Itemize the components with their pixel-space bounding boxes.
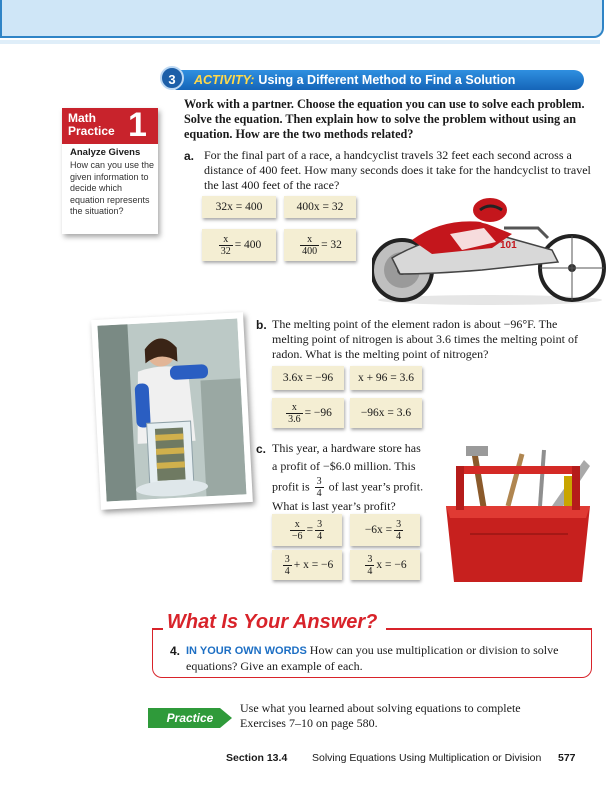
equation-text: 400x = 32	[296, 201, 344, 213]
math-practice-box	[62, 108, 158, 234]
numerator: x	[290, 519, 305, 531]
handcyclist-image	[372, 188, 608, 306]
equation-box[interactable]	[202, 229, 276, 261]
problem-b-text: The melting point of the element radon is about −96°F. The melting point of nitrogen is about 3.6 times the melting point of radon. What is the melting point of nitrogen?	[272, 317, 578, 361]
equation-box[interactable]	[272, 550, 342, 580]
fraction	[283, 554, 292, 577]
equation-text: = 400	[234, 239, 262, 251]
problem-b-label: b.	[256, 318, 267, 332]
numerator: 3	[284, 553, 290, 565]
problem-a-label: a.	[184, 149, 195, 163]
equation-text: −6x =	[364, 524, 393, 536]
equation-box[interactable]	[284, 196, 356, 218]
fraction	[315, 519, 324, 542]
equation-box[interactable]	[350, 398, 422, 428]
denominator: 4	[316, 488, 322, 499]
problem-c-text-part: of last year’s profit.	[328, 479, 424, 494]
answer-question	[186, 643, 586, 674]
fraction	[315, 476, 324, 499]
denominator: 4	[284, 565, 290, 577]
equation-text: = 32	[321, 239, 342, 251]
activity-keyword: ACTIVITY:	[194, 73, 255, 87]
practice-text: Use what you learned about solving equations to complete Exercises 7–10 on page 580.	[240, 701, 521, 730]
equation-box[interactable]	[272, 514, 342, 546]
fraction	[290, 519, 305, 542]
equation-text: =	[306, 524, 314, 536]
fraction	[365, 554, 374, 577]
math-practice-title	[68, 112, 115, 138]
answer-number: 4.	[170, 644, 181, 658]
answer-text: How can you use multiplication or division to solve equations? Give an example of each.	[186, 643, 559, 673]
math-practice-subtitle: Analyze Givens	[70, 147, 141, 158]
equation-text: x + 96 = 3.6	[357, 372, 415, 384]
activity-title: Using a Different Method to Find a Solution	[258, 73, 516, 87]
denominator: 3.6	[288, 413, 301, 425]
denominator: −6	[291, 530, 303, 542]
equation-box[interactable]	[350, 550, 420, 580]
fraction	[300, 234, 319, 257]
problem-c-text-part: profit is	[272, 479, 310, 494]
footer-section: Section 13.4	[226, 752, 288, 764]
equation-text: + x = −6	[293, 559, 334, 571]
math-practice-title-line1: Math	[68, 111, 96, 125]
denominator: 400	[302, 245, 318, 257]
problem-c-line: a profit of −$6.0 million. This	[272, 459, 416, 473]
race-bib-number: 101	[500, 240, 517, 251]
answer-label: IN YOUR OWN WORDS	[186, 645, 307, 657]
activity-header	[168, 70, 584, 90]
equation-box[interactable]	[350, 366, 422, 390]
scientist-photo	[91, 312, 253, 510]
equation-box[interactable]	[350, 514, 420, 546]
activity-number-badge: 3	[160, 66, 184, 90]
numerator: 3	[396, 518, 402, 530]
equation-text: 32x = 400	[215, 201, 263, 213]
math-practice-text: How can you use the given information to decide which equation represents the situation?	[70, 160, 155, 216]
page-number: 577	[558, 752, 576, 764]
equation-text: −96x = 3.6	[360, 407, 412, 419]
fraction	[219, 234, 233, 257]
activity-instructions: Work with a partner. Choose the equation you can use to solve each problem. Solve the equation. Then explain how to solve the problem without using an equation. How are the two methods related?	[184, 97, 585, 142]
numerator: 3	[317, 518, 323, 530]
math-practice-title-line2: Practice	[68, 124, 115, 138]
toolbox-image	[444, 446, 592, 584]
fraction	[394, 519, 403, 542]
problem-c-line: This year, a hardware store has	[272, 441, 421, 455]
math-practice-header	[62, 108, 158, 144]
equation-box[interactable]	[284, 229, 356, 261]
denominator: 4	[317, 530, 323, 542]
problem-c-line	[272, 476, 448, 499]
problem-a-text: For the final part of a race, a handcyclist travels 32 feet each second across a distance of 400 feet. How many seconds does it take for the handcyclist to travel the last 400 feet of the race?	[204, 148, 591, 192]
equation-box[interactable]	[272, 366, 344, 390]
equation-text: 3.6x = −96	[282, 372, 334, 384]
numerator: 3	[367, 553, 373, 565]
equation-box[interactable]	[272, 398, 344, 428]
footer-title: Solving Equations Using Multiplication or Division	[312, 752, 542, 764]
answer-heading: What Is Your Answer?	[163, 611, 381, 634]
answer-frame-top-right	[386, 628, 592, 630]
fraction	[286, 402, 303, 425]
problem-c-label: c.	[256, 442, 267, 456]
numerator: 3	[316, 476, 322, 487]
equation-text: x = −6	[376, 559, 407, 571]
numerator: x	[286, 402, 303, 414]
problem-c-line: What is last year’s profit?	[272, 499, 396, 513]
denominator: 4	[396, 530, 402, 542]
numerator: x	[300, 234, 319, 246]
problem-c-text	[272, 441, 448, 514]
practice-button-label: Practice	[166, 711, 214, 725]
numerator: x	[219, 234, 233, 246]
equation-text: = −96	[304, 407, 332, 419]
scientist-illustration	[97, 318, 246, 501]
equation-box[interactable]	[202, 196, 276, 218]
denominator: 4	[367, 565, 373, 577]
denominator: 32	[220, 245, 231, 257]
top-banner	[0, 0, 604, 38]
top-banner-rule	[0, 40, 600, 44]
math-practice-number: 1	[128, 106, 147, 144]
